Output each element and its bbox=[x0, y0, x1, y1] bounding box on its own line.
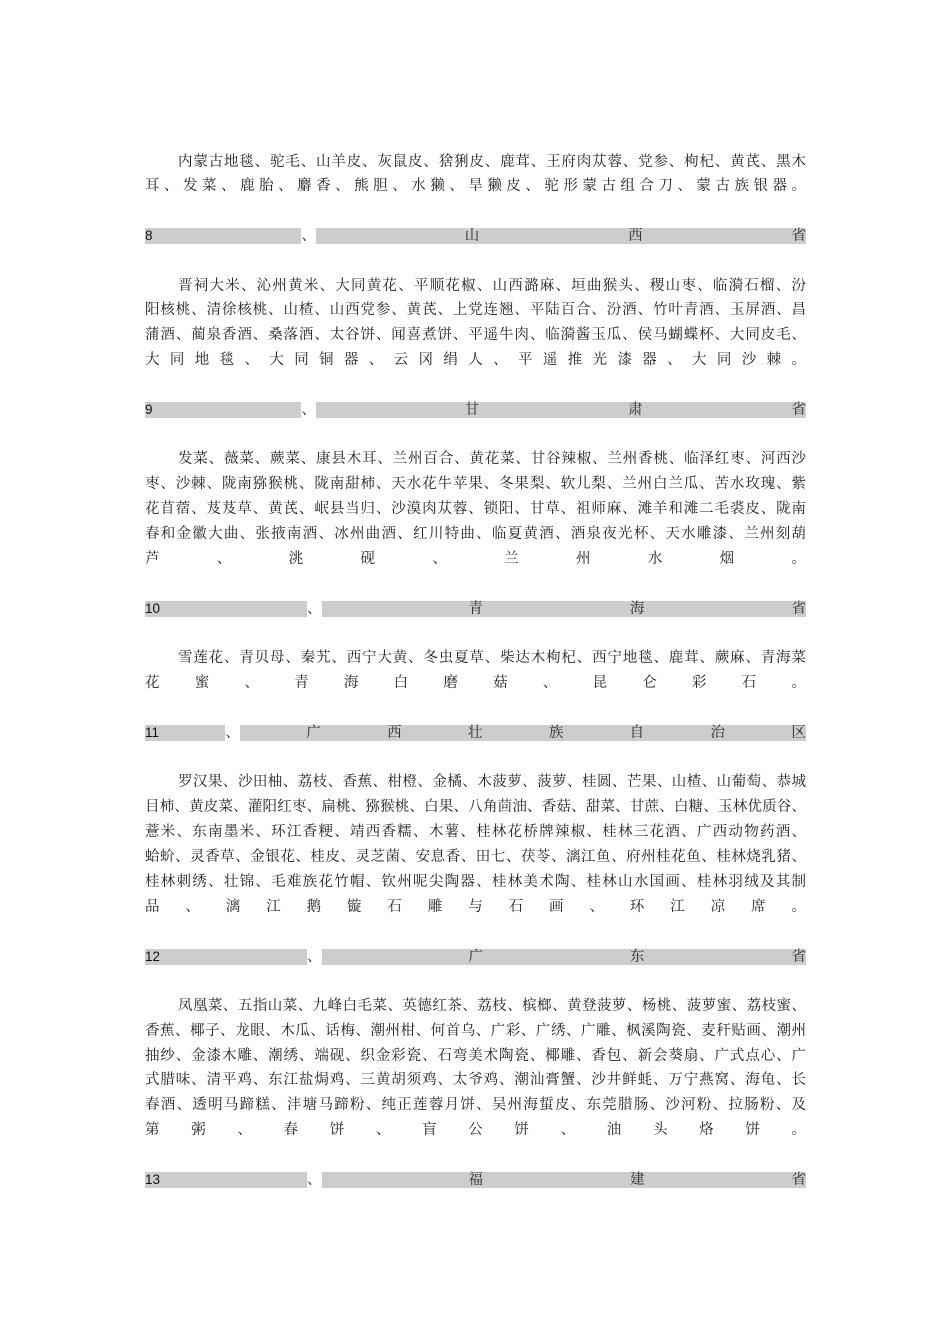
heading-separator: 、 bbox=[301, 228, 316, 245]
section-heading-13 bbox=[145, 1168, 806, 1193]
paragraph-gansu bbox=[145, 447, 806, 571]
section-heading-8 bbox=[145, 224, 806, 249]
section-heading-9 bbox=[145, 398, 806, 423]
heading-char: 山 bbox=[464, 228, 480, 245]
heading-highlight bbox=[145, 228, 806, 244]
paragraph-line: 品、漓江鹅镟石雕与石画、环江凉席。 bbox=[145, 898, 806, 915]
paragraph-line: 晋祠大米、沁州黄米、大同黄花、平顺花椒、山西潞麻、垣曲猴头、稷山枣、临漪石榴、汾 bbox=[178, 277, 806, 294]
heading-char: 建 bbox=[629, 1172, 645, 1189]
heading-char: 自 bbox=[629, 725, 645, 741]
paragraph-line: 蒲酒、蔺泉香酒、桑落酒、太谷饼、闻喜煮饼、平遥牛肉、临漪酱玉瓜、侯马蝴蝶杯、大同皮毛、 bbox=[145, 327, 806, 344]
heading-char: 海 bbox=[629, 600, 645, 617]
heading-highlight bbox=[145, 402, 806, 418]
heading-char: 广 bbox=[468, 948, 483, 965]
heading-char: 青 bbox=[468, 600, 483, 617]
heading-separator: 、 bbox=[225, 725, 240, 741]
paragraph-line: 第粥、春饼、盲公饼、油头烙饼。 bbox=[145, 1122, 806, 1139]
paragraph-line: 目柿、黄皮菜、灌阳红枣、扁桃、猕猴桃、白果、八角茴油、香菇、甜菜、甘蔗、白糖、玉林优质谷、 bbox=[145, 799, 806, 816]
heading-separator: 、 bbox=[307, 948, 322, 965]
paragraph-line: 春和金徽大曲、张掖南酒、冰州曲酒、红川特曲、临夏黄酒、酒泉夜光杯、天水雕漆、兰州刻葫 bbox=[145, 526, 806, 543]
heading-char: 省 bbox=[791, 1172, 806, 1189]
heading-char: 福 bbox=[468, 1172, 483, 1189]
paragraph-line: 春酒、透明马蹄糕、沣塘马蹄粉、纯正莲蓉月饼、吴州海蜇皮、东莞腊肠、沙河粉、拉肠粉、及 bbox=[145, 1097, 806, 1114]
paragraph-line: 内蒙古地毯、驼毛、山羊皮、灰鼠皮、猞猁皮、鹿茸、王府肉苁蓉、党参、枸杞、黄芪、黑木 bbox=[178, 153, 806, 170]
heading-char: 广 bbox=[306, 725, 321, 741]
paragraph-line: 芦、洮砚、兰州水烟。 bbox=[145, 550, 806, 567]
paragraph-line: 罗汉果、沙田柚、荔枝、香蕉、柑橙、金橘、木菠萝、菠萝、桂圆、芒果、山楂、山葡萄、恭城 bbox=[178, 774, 806, 791]
paragraph-shanxi bbox=[145, 274, 806, 374]
heading-number: 11 bbox=[145, 725, 160, 740]
paragraph-line: 抽纱、金漆木雕、潮绣、端砚、织金彩瓷、石弯美术陶瓷、椰雕、香包、新会葵扇、广式点心、广 bbox=[145, 1047, 806, 1064]
paragraph-line: 凤凰菜、五指山菜、九峰白毛菜、英德红茶、荔枝、槟榔、黄登菠萝、杨桃、菠萝蜜、荔枝蜜、 bbox=[178, 997, 806, 1014]
heading-number: 12 bbox=[145, 948, 161, 964]
paragraph-line: 薏米、东南墨米、环江香粳、靖西香糯、木薯、桂林花桥牌辣椒、桂林三花酒、广西动物药酒、 bbox=[145, 823, 806, 840]
heading-char: 区 bbox=[791, 725, 806, 741]
paragraph-line: 花苜蓿、芨芨草、黄芪、岷县当归、沙漠肉苁蓉、锁阳、甘草、祖师麻、滩羊和滩二毛裘皮、陇南 bbox=[145, 501, 806, 518]
heading-number: 9 bbox=[145, 402, 153, 418]
heading-char: 西 bbox=[387, 725, 402, 741]
paragraph-guangxi bbox=[145, 770, 806, 919]
section-heading-12 bbox=[145, 944, 806, 969]
heading-char: 东 bbox=[629, 948, 645, 965]
heading-highlight bbox=[145, 949, 806, 965]
heading-separator: 、 bbox=[307, 1172, 322, 1189]
paragraph-line: 香蕉、椰子、龙眼、木瓜、话梅、潮州柑、何首乌、广彩、广绣、广雕、枫溪陶瓷、麦秆贴画、潮州 bbox=[145, 1022, 806, 1039]
heading-separator: 、 bbox=[307, 600, 322, 617]
paragraph-line: 式腊味、清平鸡、东江盐焗鸡、三黄胡须鸡、太爷鸡、潮汕膏蟹、沙井鲜蚝、万宁燕窝、海龟、长 bbox=[145, 1072, 806, 1089]
paragraph-qinghai bbox=[145, 646, 806, 696]
heading-char: 省 bbox=[791, 228, 806, 245]
heading-highlight bbox=[145, 601, 806, 617]
paragraph-line: 枣、沙棘、陇南猕猴桃、陇南甜柿、天水花牛苹果、冬果梨、软儿梨、兰州白兰瓜、苦水玫瑰、紫 bbox=[145, 476, 806, 493]
paragraph-line: 蛤蚧、灵香草、金银花、桂皮、灵芝菌、安息香、田七、茯苓、漓江鱼、府州桂花鱼、桂林烧乳猪、 bbox=[145, 848, 806, 865]
section-heading-10 bbox=[145, 597, 806, 622]
paragraph-inner-mongolia bbox=[145, 150, 806, 200]
paragraph-line: 阳核桃、清徐核桃、山楂、山西党参、黄芪、上党连翘、平陆百合、汾酒、竹叶青酒、玉屏酒、昌 bbox=[145, 302, 806, 319]
paragraph-line: 大同地毯、大同铜器、云冈绢人、平遥推光漆器、大同沙棘。 bbox=[145, 352, 806, 369]
heading-char: 省 bbox=[791, 402, 806, 419]
heading-char: 甘 bbox=[464, 402, 480, 419]
heading-highlight bbox=[145, 725, 806, 741]
heading-number: 10 bbox=[145, 600, 161, 616]
heading-highlight bbox=[145, 1172, 806, 1188]
document-page bbox=[145, 150, 806, 1218]
heading-char: 肃 bbox=[628, 402, 643, 419]
heading-char: 西 bbox=[628, 228, 643, 245]
heading-char: 省 bbox=[791, 948, 806, 965]
paragraph-line: 雪莲花、青贝母、秦艽、西宁大黄、冬虫夏草、柴达木枸杞、西宁地毯、鹿茸、蕨麻、青海菜 bbox=[178, 650, 806, 667]
section-heading-11 bbox=[145, 721, 806, 746]
heading-separator: 、 bbox=[301, 402, 316, 419]
paragraph-guangdong bbox=[145, 994, 806, 1143]
paragraph-line: 发菜、薇菜、蕨菜、康县木耳、兰州百合、黄花菜、甘谷辣椒、兰州香桃、临泽红枣、河西沙 bbox=[178, 451, 806, 468]
heading-number: 8 bbox=[145, 228, 153, 244]
heading-number: 13 bbox=[145, 1172, 161, 1188]
heading-char: 省 bbox=[791, 600, 806, 617]
paragraph-line: 耳、发菜、鹿胎、麝香、熊胆、水獭、旱獭皮、驼形蒙古组合刀、蒙古族银器。 bbox=[145, 178, 806, 195]
paragraph-line: 桂林刺绣、壮锦、毛难族花竹帽、钦州呢尖陶器、桂林美术陶、桂林山水国画、桂林羽绒及其制 bbox=[145, 873, 806, 890]
heading-char: 治 bbox=[710, 725, 726, 741]
heading-char: 族 bbox=[548, 725, 564, 741]
heading-char: 壮 bbox=[467, 725, 483, 741]
paragraph-line: 花蜜、青海白磨菇、昆仑彩石。 bbox=[145, 674, 806, 691]
